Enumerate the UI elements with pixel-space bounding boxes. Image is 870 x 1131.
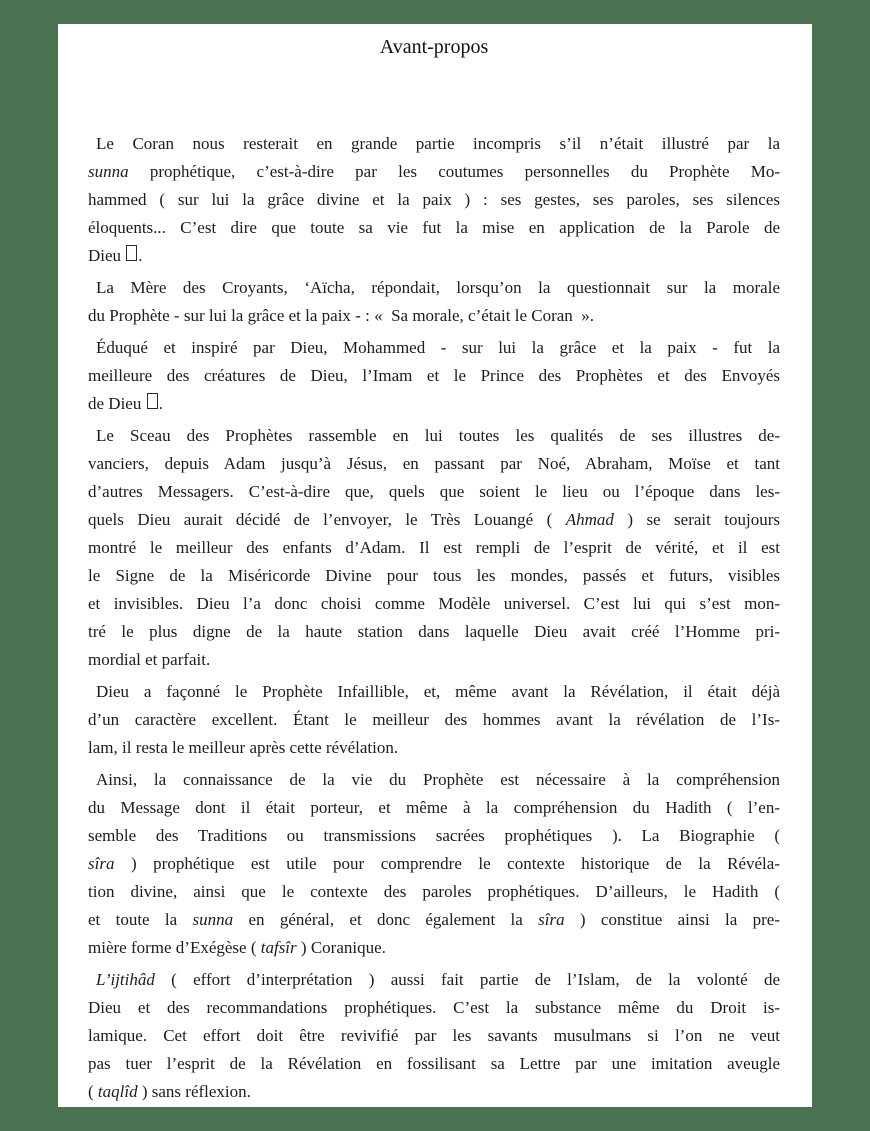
italic-term: sunna [88,162,129,181]
text-line: semble des Traditions ou transmissions sacrées prophétiques ). La Biographie ( [88,826,780,845]
italic-term: sîra [88,854,115,873]
text-line: sîra ) prophétique est utile pour comprendre le contexte historique de la Révéla- [88,854,780,873]
paragraph [88,966,780,1106]
italic-term: Ahmad [565,510,614,529]
paragraph [88,274,780,330]
text-line: Dieu et des recommandations prophétiques. C’est la substance même du Droit is- [88,998,780,1017]
paragraph [88,766,780,962]
text-line: lamique. Cet effort doit être revivifié par les savants musulmans si l’on ne veut [88,1026,780,1045]
text-line: mière forme d’Exégèse ( tafsîr ) Coranique. [88,938,386,957]
italic-term: L’ijtihâd [96,970,155,989]
text-line: vanciers, depuis Adam jusqu’à Jésus, en passant par Noé, Abraham, Moïse et tant [88,454,780,473]
text-line: montré le meilleur des enfants d’Adam. Il est rempli de l’esprit de vérité, et il est [88,538,780,557]
italic-term: tafsîr [260,938,297,957]
text-line: tré le plus digne de la haute station dans laquelle Dieu avait créé l’Homme pri- [88,622,780,641]
text-line: du Prophète - sur lui la grâce et la paix - : « Sa morale, c’était le Coran ». [88,306,595,325]
text-line: et toute la sunna en général, et donc également la sîra ) constitue ainsi la pre- [88,910,780,929]
text-line: Dieu a façonné le Prophète Infaillible, et, même avant la Révélation, il était déjà [96,682,780,701]
paragraph [88,678,780,762]
text-line: de Dieu . [88,394,163,413]
text-line: Le Sceau des Prophètes rassemble en lui toutes les qualités de ses illustres de- [96,426,780,445]
text-line: et invisibles. Dieu l’a donc choisi comme Modèle universel. C’est lui qui s’est mon- [88,594,780,613]
text-line: Dieu . [88,246,143,265]
text-line: mordial et parfait. [88,650,211,669]
text-line: sunna prophétique, c’est-à-dire par les coutumes personnelles du Prophète Mo- [88,162,780,181]
text-line: Le Coran nous resterait en grande partie incompris s’il n’était illustré par la [96,134,780,153]
text-line: lam, il resta le meilleur après cette révélation. [88,738,399,757]
text-line: hammed ( sur lui la grâce divine et la paix ) : ses gestes, ses paroles, ses silences [88,190,780,209]
missing-glyph-box [126,245,137,261]
text-line: quels Dieu aurait décidé de l’envoyer, le Très Louangé ( Ahmad ) se serait toujours [88,510,780,529]
italic-term: sîra [538,910,565,929]
text-line: ( taqlîd ) sans réflexion. [88,1082,251,1101]
text-line: pas tuer l’esprit de la Révélation en fossilisant sa Lettre par une imitation aveugle [88,1054,780,1073]
text-line: du Message dont il était porteur, et même à la compréhension du Hadith ( l’en- [88,798,780,817]
text-line: tion divine, ainsi que le contexte des paroles prophétiques. D’ailleurs, le Hadith ( [88,882,780,901]
paragraph [88,130,780,270]
text-line: Ainsi, la connaissance de la vie du Prophète est nécessaire à la compréhension [96,770,780,789]
text-line: La Mère des Croyants, ‘Aïcha, répondait, lorsqu’on la questionnait sur la morale [96,278,780,297]
paragraph [88,422,780,674]
book-page [58,24,812,1107]
page-title: Avant-propos [379,36,489,58]
italic-term: taqlîd [97,1082,138,1101]
text-line: d’autres Messagers. C’est-à-dire que, quels que soient le lieu ou l’époque dans les- [88,482,780,501]
text-line: L’ijtihâd ( effort d’interprétation ) aussi fait partie de l’Islam, de la volonté de [96,970,780,989]
missing-glyph-box [147,393,158,409]
text-line: meilleure des créatures de Dieu, l’Imam et le Prince des Prophètes et des Envoyés [88,366,780,385]
paragraphs-container [88,130,780,1106]
paragraph [88,334,780,418]
text-line: d’un caractère excellent. Étant le meilleur des hommes avant la révélation de l’Is- [88,710,780,729]
text-line: éloquents... C’est dire que toute sa vie fut la mise en application de la Parole de [88,218,780,237]
text-line: Éduqué et inspiré par Dieu, Mohammed - sur lui la grâce et la paix - fut la [96,338,780,357]
italic-term: sunna [192,910,234,929]
text-line: le Signe de la Miséricorde Divine pour tous les mondes, passés et futurs, visibles [88,566,780,585]
